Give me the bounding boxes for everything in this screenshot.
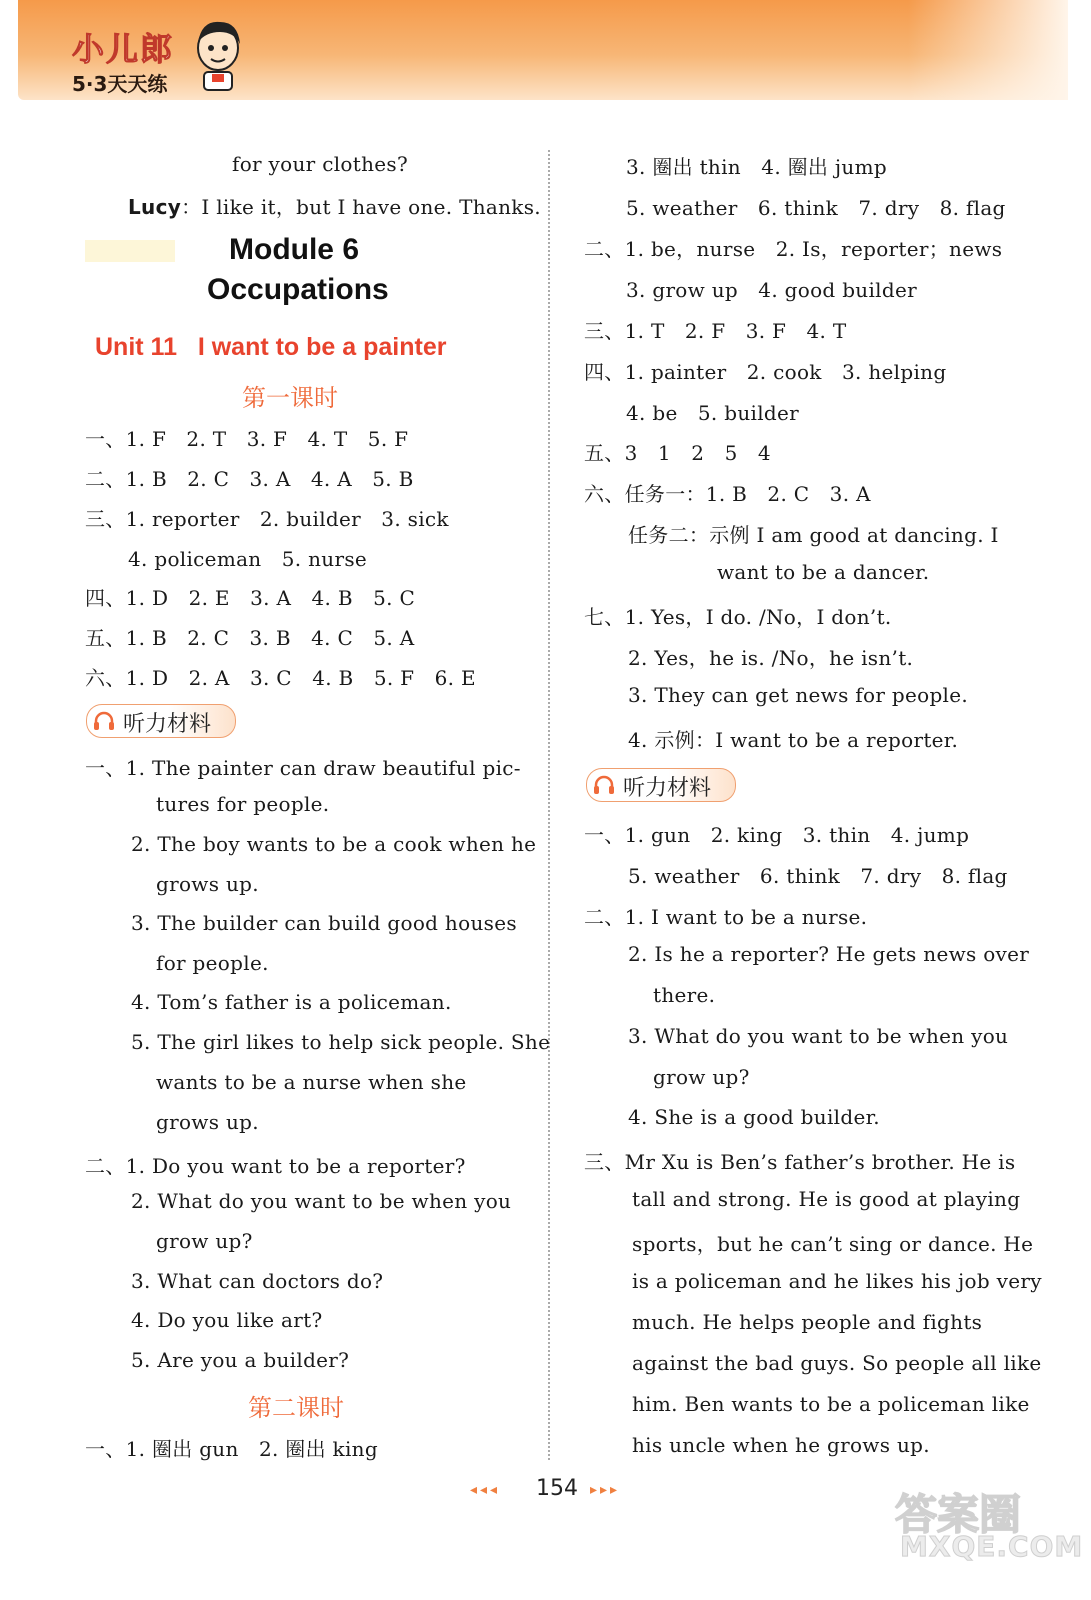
- answer-line: 2. Yes，he is. /No，he isn’t.: [628, 646, 914, 670]
- script-line: there.: [653, 983, 716, 1007]
- brand-logo: [72, 24, 174, 97]
- listening-label: [86, 704, 236, 738]
- script-line: wants to be a nurse when she: [156, 1070, 467, 1094]
- page-number: 154: [536, 1476, 578, 1501]
- script-line: 二、1. I want to be a nurse.: [584, 905, 868, 929]
- lesson-heading: 第二课时: [248, 1394, 344, 1422]
- answer-line: 二、1. B 2. C 3. A 4. A 5. B: [85, 467, 414, 491]
- answer-line: 二、1. be，nurse 2. Is，reporter；news: [584, 237, 1003, 261]
- script-line: 3. The builder can build good houses: [131, 911, 517, 935]
- answer-line: 七、1. Yes，I do. /No，I don’t.: [584, 605, 892, 629]
- script-line: him. Ben wants to be a policeman like: [632, 1392, 1030, 1416]
- next-arrows-icon: ▸▸▸: [590, 1482, 621, 1498]
- script-line: grows up.: [156, 1110, 259, 1134]
- column-divider: [548, 150, 550, 1460]
- answer-line: 五、3 1 2 5 4: [584, 441, 771, 465]
- answer-line: 一、1. F 2. T 3. F 4. T 5. F: [85, 427, 409, 451]
- script-line: 5. Are you a builder?: [131, 1348, 350, 1372]
- script-line: tall and strong. He is good at playing: [632, 1187, 1021, 1211]
- script-line: 5. weather 6. think 7. dry 8. flag: [628, 864, 1008, 888]
- headphones-icon: [593, 775, 615, 795]
- script-line: for people.: [156, 951, 269, 975]
- dialogue-line-lucy: [128, 191, 541, 220]
- listening-text: 听力材料: [623, 776, 712, 801]
- answer-line: 六、任务一：1. B 2. C 3. A: [584, 482, 871, 506]
- listening-label: [586, 768, 736, 802]
- module-title: Module 6: [229, 233, 360, 266]
- answer-line: 4. 示例：I want to be a reporter.: [628, 728, 959, 752]
- script-line: tures for people.: [156, 792, 330, 816]
- script-line: 2. What do you want to be when you: [131, 1189, 512, 1213]
- dialogue-line: for your clothes?: [232, 152, 408, 176]
- script-line: 5. The girl likes to help sick people. She: [131, 1030, 551, 1054]
- script-line: grow up?: [653, 1065, 750, 1089]
- script-line: 三、Mr Xu is Ben’s father’s brother. He is: [584, 1150, 1016, 1174]
- header-banner: [18, 0, 1068, 100]
- unit-title: I want to be a painter: [197, 333, 447, 361]
- answer-line: 5. weather 6. think 7. dry 8. flag: [626, 196, 1006, 220]
- brand-bottom: 5·3天天练: [72, 72, 168, 96]
- script-line: 4. Tom’s father is a policeman.: [131, 990, 452, 1014]
- watermark-logo: 答案圈: [895, 1490, 1022, 1539]
- answer-line: 3. They can get news for people.: [628, 683, 969, 707]
- script-line: 2. Is he a reporter? He gets news over: [628, 942, 1030, 966]
- script-line: 4. She is a good builder.: [628, 1105, 880, 1129]
- answer-line: 三、1. reporter 2. builder 3. sick: [85, 507, 449, 531]
- script-line: 2. The boy wants to be a cook when he: [131, 832, 537, 856]
- script-line: sports，but he can’t sing or dance. He: [632, 1232, 1034, 1256]
- answer-line: 六、1. D 2. A 3. C 4. B 5. F 6. E: [85, 666, 476, 690]
- answer-line: 3. 圈出 thin 4. 圈出 jump: [626, 155, 887, 179]
- listening-text: 听力材料: [123, 712, 212, 737]
- headphones-icon: [93, 711, 115, 731]
- script-line: 4. Do you like art?: [131, 1308, 323, 1332]
- answer-line: 4. be 5. builder: [626, 401, 799, 425]
- script-line: grow up?: [156, 1229, 253, 1253]
- brand-top: 小儿郎: [72, 30, 175, 68]
- module-subtitle: Occupations: [207, 273, 389, 306]
- script-line: his uncle when he grows up.: [632, 1433, 930, 1457]
- unit-heading: [95, 333, 446, 362]
- mascot-icon: [190, 14, 246, 94]
- answer-line: want to be a dancer.: [717, 560, 930, 584]
- unit-number: Unit 11: [95, 333, 177, 361]
- script-line: grows up.: [156, 872, 259, 896]
- answer-line: 四、1. D 2. E 3. A 4. B 5. C: [85, 586, 416, 610]
- script-line: 3. What can doctors do?: [131, 1269, 384, 1293]
- answer-line: 四、1. painter 2. cook 3. helping: [584, 360, 947, 384]
- lesson-heading: 第一课时: [242, 384, 338, 412]
- script-line: against the bad guys. So people all like: [632, 1351, 1042, 1375]
- answer-line: 任务二：示例 I am good at dancing. I: [628, 523, 999, 547]
- answer-line: 五、1. B 2. C 3. B 4. C 5. A: [85, 626, 415, 650]
- watermark-url: MXQE.COM: [900, 1530, 1084, 1563]
- script-line: 一、1. gun 2. king 3. thin 4. jump: [584, 823, 970, 847]
- script-line: 二、1. Do you want to be a reporter?: [85, 1154, 466, 1178]
- answer-line: 三、1. T 2. F 3. F 4. T: [584, 319, 847, 343]
- script-line: 一、1. The painter can draw beautiful pic-: [85, 756, 521, 780]
- highlight-mark: [85, 240, 175, 262]
- prev-arrows-icon: ◂◂◂: [470, 1482, 501, 1498]
- script-line: 3. What do you want to be when you: [628, 1024, 1009, 1048]
- speaker-name: Lucy: [128, 195, 182, 219]
- script-line: much. He helps people and fights: [632, 1310, 983, 1334]
- answer-line: 4. policeman 5. nurse: [128, 547, 368, 571]
- answer-line: 一、1. 圈出 gun 2. 圈出 king: [85, 1437, 378, 1461]
- dialogue-text: ：I like it，but I have one. Thanks.: [181, 195, 541, 219]
- script-line: is a policeman and he likes his job very: [632, 1269, 1042, 1293]
- answer-line: 3. grow up 4. good builder: [626, 278, 917, 302]
